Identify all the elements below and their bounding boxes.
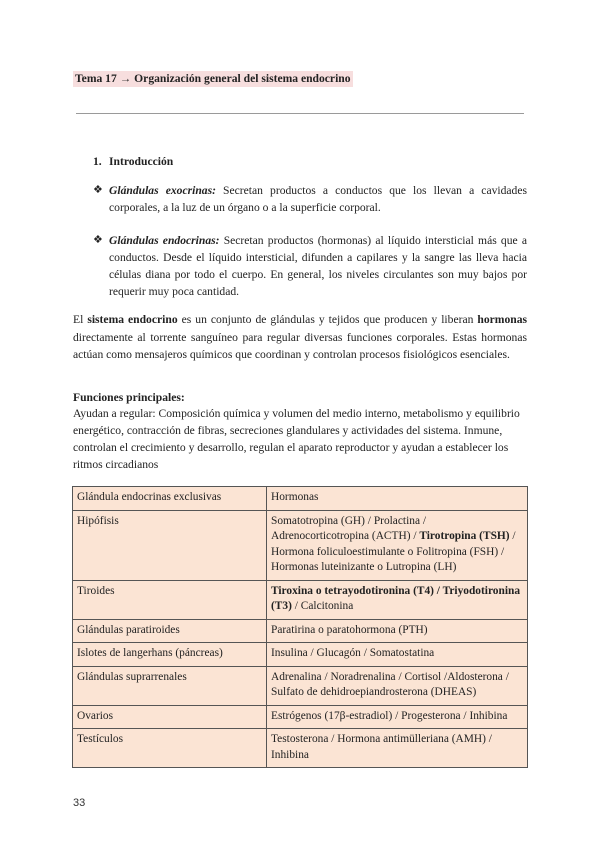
table-row: [73, 580, 528, 619]
intro-paragraph: [73, 311, 527, 364]
intro-text: directamente al torrente sanguíneo para regular diversas funciones corporales. Estas hormonas actúan como mensajeros químicos que coordinan y controlan procesos fisiológicos esenciales.: [73, 330, 527, 361]
gland-cell: Testículos: [73, 729, 267, 768]
hormones-cell: [267, 510, 528, 580]
intro-bold-term: sistema endocrino: [87, 313, 178, 326]
bullet-endocrine: [93, 232, 527, 300]
hormones-text: Insulina / Glucagón / Somatostatina: [271, 647, 435, 659]
diamond-bullet-icon: ❖: [93, 234, 103, 246]
table-row: [73, 666, 528, 705]
diamond-bullet-icon: ❖: [93, 184, 103, 196]
section-number: 1.: [93, 155, 102, 168]
hormones-bold: Tiroxina o tetrayodotironina (T4) / Triyodotironina (T3): [271, 584, 521, 612]
glands-hormones-table: [72, 486, 528, 768]
hormones-cell: [267, 580, 528, 619]
bullet-text: Secretan productos a conductos que los llevan a cavidades corporales, a la luz de un órgano o a la superficie corporal.: [109, 184, 528, 214]
bullet-term: Glándulas endocrinas:: [109, 234, 220, 247]
table-row: [73, 510, 528, 580]
gland-cell: Islotes de langerhans (páncreas): [73, 643, 267, 667]
hormones-cell: [267, 705, 528, 729]
hormones-text: / Calcitonina: [291, 600, 354, 612]
page-number: 33: [73, 797, 86, 809]
hormones-cell: [267, 619, 528, 643]
gland-cell: Ovarios: [73, 705, 267, 729]
intro-text: El: [73, 313, 88, 326]
intro-text: es un conjunto de glándulas y tejidos que producen y liberan: [177, 313, 478, 326]
table-row: [73, 619, 528, 643]
intro-bold-term: hormonas: [477, 313, 528, 326]
bullet-term: Glándulas exocrinas:: [109, 184, 216, 197]
hormones-cell: [267, 666, 528, 705]
hormones-cell: [267, 729, 528, 768]
section-heading: [93, 154, 173, 170]
document-title: Tema 17 → Organización general del sistema endocrino: [75, 72, 351, 85]
hormones-text: Paratirina o paratohormona (PTH): [271, 623, 428, 636]
bullet-exocrine: [93, 182, 527, 216]
table-header-row: [73, 487, 528, 511]
functions-heading: Funciones principales:: [73, 391, 185, 404]
section-title: Introducción: [109, 155, 174, 168]
table-row: [73, 729, 528, 768]
table-header-cell: Glándula endocrinas exclusivas: [73, 487, 267, 511]
functions-paragraph: Ayudan a regular: Composición química y volumen del medio interno, metabolismo y equilibrio energético, contracción de fibras, secreciones glandulares y actividades del sistema. Inmune, controlan el crecimiento y desarrollo, regulan el aparato reproductor y ayudan a establecer los ritmos circadianos: [73, 407, 520, 471]
hormones-cell: [267, 643, 528, 667]
horizontal-divider: [76, 113, 524, 114]
hormones-text: / Hormona foliculoestimulante o Folitropina (FSH) / Hormonas luteinizante o Lutropina (LH): [271, 530, 516, 573]
gland-cell: Hipófisis: [73, 510, 267, 580]
gland-cell: Glándulas paratiroides: [73, 619, 267, 643]
hormones-text: Estrógenos (17β-estradiol) / Progesterona / Inhibina: [271, 709, 508, 722]
hormones-text: Testosterona / Hormona antimülleriana (AMH) / Inhibina: [271, 733, 492, 761]
gland-cell: Glándulas suprarrenales: [73, 666, 267, 705]
table-row: [73, 705, 528, 729]
hormones-bold: Tirotropina (TSH): [419, 530, 510, 542]
table-header-cell: Hormonas: [267, 487, 528, 511]
hormones-text: Adrenalina / Noradrenalina / Cortisol /Aldosterona / Sulfato de dehidroepiandrosterona (DHEAS): [271, 670, 509, 698]
hormones-text: Somatotropina (GH) / Prolactina / Adrenocorticotropina (ACTH) /: [271, 514, 427, 542]
gland-cell: Tiroides: [73, 580, 267, 619]
table-row: [73, 643, 528, 667]
bullet-text: Secretan productos (hormonas) al líquido intersticial más que a conductos. Desde el líquido intersticial, difunden a capilares y la sangre las lleva hacia células diana por todo el cuerpo. En general, los niveles circulantes son muy bajos por requerir muy poca cantidad.: [109, 234, 527, 298]
